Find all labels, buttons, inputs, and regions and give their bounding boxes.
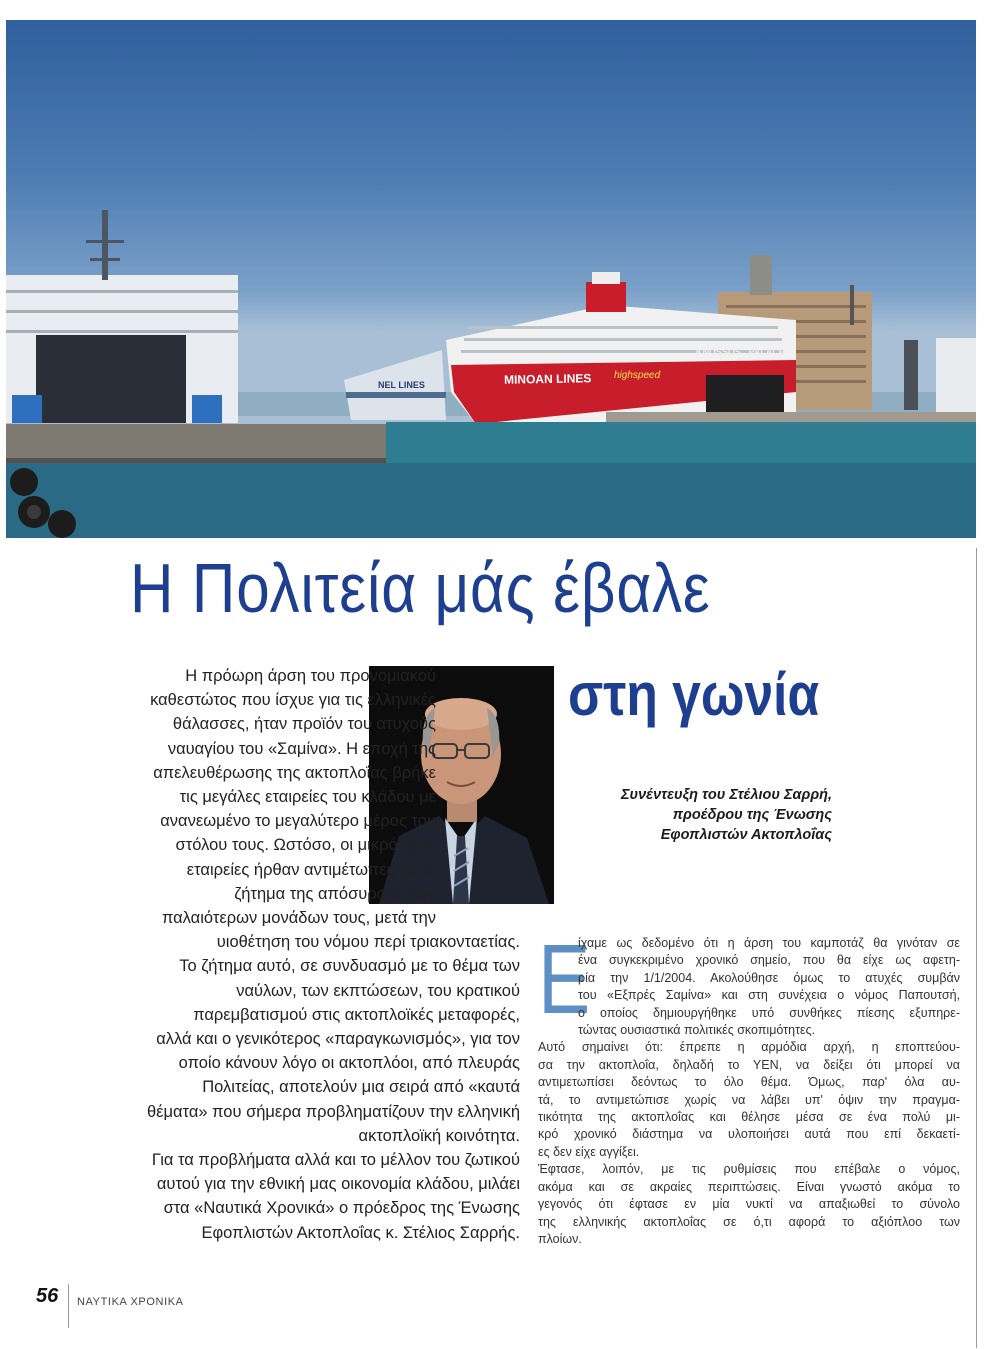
page-number: 56 xyxy=(36,1285,59,1307)
article-title-line-1: Η Πολιτεία μάς έβαλε xyxy=(130,549,711,627)
intro-line: ανανεωμένο το μεγαλύτερο μέρος του xyxy=(160,812,436,831)
body-line: του «Εξπρές Σαμίνα» και στη συνέχεια ο νόμος Παπουτσή, xyxy=(578,988,960,1003)
harbor-illustration xyxy=(6,20,976,538)
article-title-line-2: στη γωνία xyxy=(568,661,820,728)
intro-line: υιοθέτηση του νόμου περί τριακονταετίας. xyxy=(216,933,520,952)
intro-line: απελευθέρωσης της ακτοπλοΐας βρήκε xyxy=(153,763,436,782)
interview-byline xyxy=(552,785,832,845)
intro-line: Εφοπλιστών Ακτοπλοΐας κ. Στέλιος Σαρρής. xyxy=(201,1223,520,1242)
body-line: τά, το αντιμετώπισε χωρίς να λάβει υπ' όψιν την πραγμα- xyxy=(538,1092,960,1107)
intro-line: παλαιότερων μονάδων τους, μετά την xyxy=(161,909,436,928)
byline-line: Εφοπλιστών Ακτοπλοΐας xyxy=(660,827,832,843)
body-line: τικότητα της ακτοπλοΐας και θέλησε μέσα σε ένα πολύ μι- xyxy=(538,1110,960,1125)
intro-line: Το ζήτημα αυτό, σε συνδυασμό με το θέμα των xyxy=(179,957,520,976)
body-line: Έφτασε, λοιπόν, με τις ρυθμίσεις που επέβαλε ο νόμος, xyxy=(538,1162,960,1177)
harbor-photo xyxy=(6,20,976,538)
intro-paragraph xyxy=(62,664,520,1245)
intro-line: παρεμβατισμού στις ακτοπλοϊκές μεταφορές, xyxy=(193,1005,520,1024)
page-edge-line xyxy=(976,548,977,1348)
body-text xyxy=(538,935,960,1248)
intro-line: αυτού για την εθνική μας οικονομία κλάδου, μιλάει xyxy=(156,1175,520,1194)
intro-line: αλλά και ο γενικότερος «παραγκωνισμός», για τον xyxy=(156,1030,520,1049)
footer-divider xyxy=(68,1284,69,1328)
intro-line: Η πρόωρη άρση του προνομιακού xyxy=(185,667,436,685)
intro-line: ναυαγίου του «Σαμίνα». Η εποχή της xyxy=(167,739,436,758)
byline-line: Συνέντευξη του Στέλιου Σαρρή, xyxy=(620,787,832,803)
intro-line: οποίο κάνουν λόγο οι ακτοπλόοι, από πλευράς xyxy=(178,1054,520,1073)
body-line: ένα συγκεκριμένο χρονικό σημείο, που θα είχε ως αφετη- xyxy=(578,953,960,968)
magazine-name: ΝΑΥΤΙΚΑ ΧΡΟΝΙΚΑ xyxy=(77,1296,184,1308)
intro-line: εταιρείες ήρθαν αντιμέτωπες με το xyxy=(186,860,436,879)
body-line: κρό χρονικό διάστημα να υλοποιήσει αυτά που επί δεκαετί- xyxy=(538,1127,960,1142)
body-line: αντιμετωπίσει δεόντως το όλο θέμα. Όμως, παρ' όλα αυ- xyxy=(538,1075,960,1090)
ship-label-highspeed: highspeed xyxy=(614,370,661,381)
body-line: ες δεν είχε αγγίξει. xyxy=(538,1144,640,1159)
body-line: ο οποίος δημιουργήθηκε υπό συνθήκες πίεσης εξυπηρε- xyxy=(578,1005,960,1020)
body-line: ρία την 1/1/2004. Ακολούθησε όμως το ατυχές συμβάν xyxy=(578,970,960,985)
body-line: ίχαμε ως δεδομένο ότι η άρση του καμποτάζ θα γινόταν σε xyxy=(578,936,960,950)
intro-line: ναύλων, των εκπτώσεων, του κρατικού xyxy=(236,981,520,1000)
intro-line: Για τα προβλήματα αλλά και το μέλλον του ζωτικού xyxy=(151,1151,520,1170)
intro-line: Πολιτείας, αποτελούν μια σειρά από «καυτά xyxy=(202,1078,520,1097)
body-line: σα την ακτοπλοΐα, δηλαδή το ΥΕΝ, να δείξει ότι μπορεί να xyxy=(538,1057,960,1072)
ship-label-nel: NEL LINES xyxy=(378,380,425,390)
body-line: Αυτό σημαίνει ότι: έπρεπε η αρμόδια αρχή, η εποπτεύου- xyxy=(538,1040,960,1055)
byline-line: προέδρου της Ένωσης xyxy=(672,807,832,823)
ship-label-minoan: MINOAN LINES xyxy=(503,371,592,387)
intro-line: στα «Ναυτικά Χρονικά» ο πρόεδρος της Ένωσης xyxy=(163,1199,520,1218)
intro-line: καθεστώτος που ίσχυε για τις ελληνικές xyxy=(150,691,436,710)
intro-line: ακτοπλοϊκή κοινότητα. xyxy=(358,1126,520,1145)
intro-line: τις μεγάλες εταιρείες του κλάδου με xyxy=(179,788,436,807)
body-line: πλοίων. xyxy=(538,1231,582,1246)
body-line: γεγονός ότι έφτασε εν μία νυκτί να απαξιωθεί το σύνολο xyxy=(538,1197,960,1212)
intro-line: στόλου τους. Ωστόσο, οι μικρότερες xyxy=(175,836,436,855)
drop-cap: Ε xyxy=(538,924,591,1034)
body-line: τώντας ουσιαστικά πολιτικές σκοπιμότητες. xyxy=(578,1023,816,1038)
ship-name-knossos: KNOSSOS PALACE xyxy=(696,347,785,357)
intro-line: ζήτημα της απόσυρσης των xyxy=(234,884,436,903)
body-line: ακόμα και σε ακραίες περιπτώσεις. Είναι γνωστό ακόμα το xyxy=(538,1179,960,1194)
intro-line: θέματα» που σήμερα προβληματίζουν την ελληνική xyxy=(146,1102,520,1121)
body-line: της ελληνικής ακτοπλοΐας σε ό,τι αφορά το αξιόπλοο των xyxy=(538,1214,960,1229)
intro-line: θάλασσες, ήταν προϊόν του ατυχούς xyxy=(172,715,436,734)
